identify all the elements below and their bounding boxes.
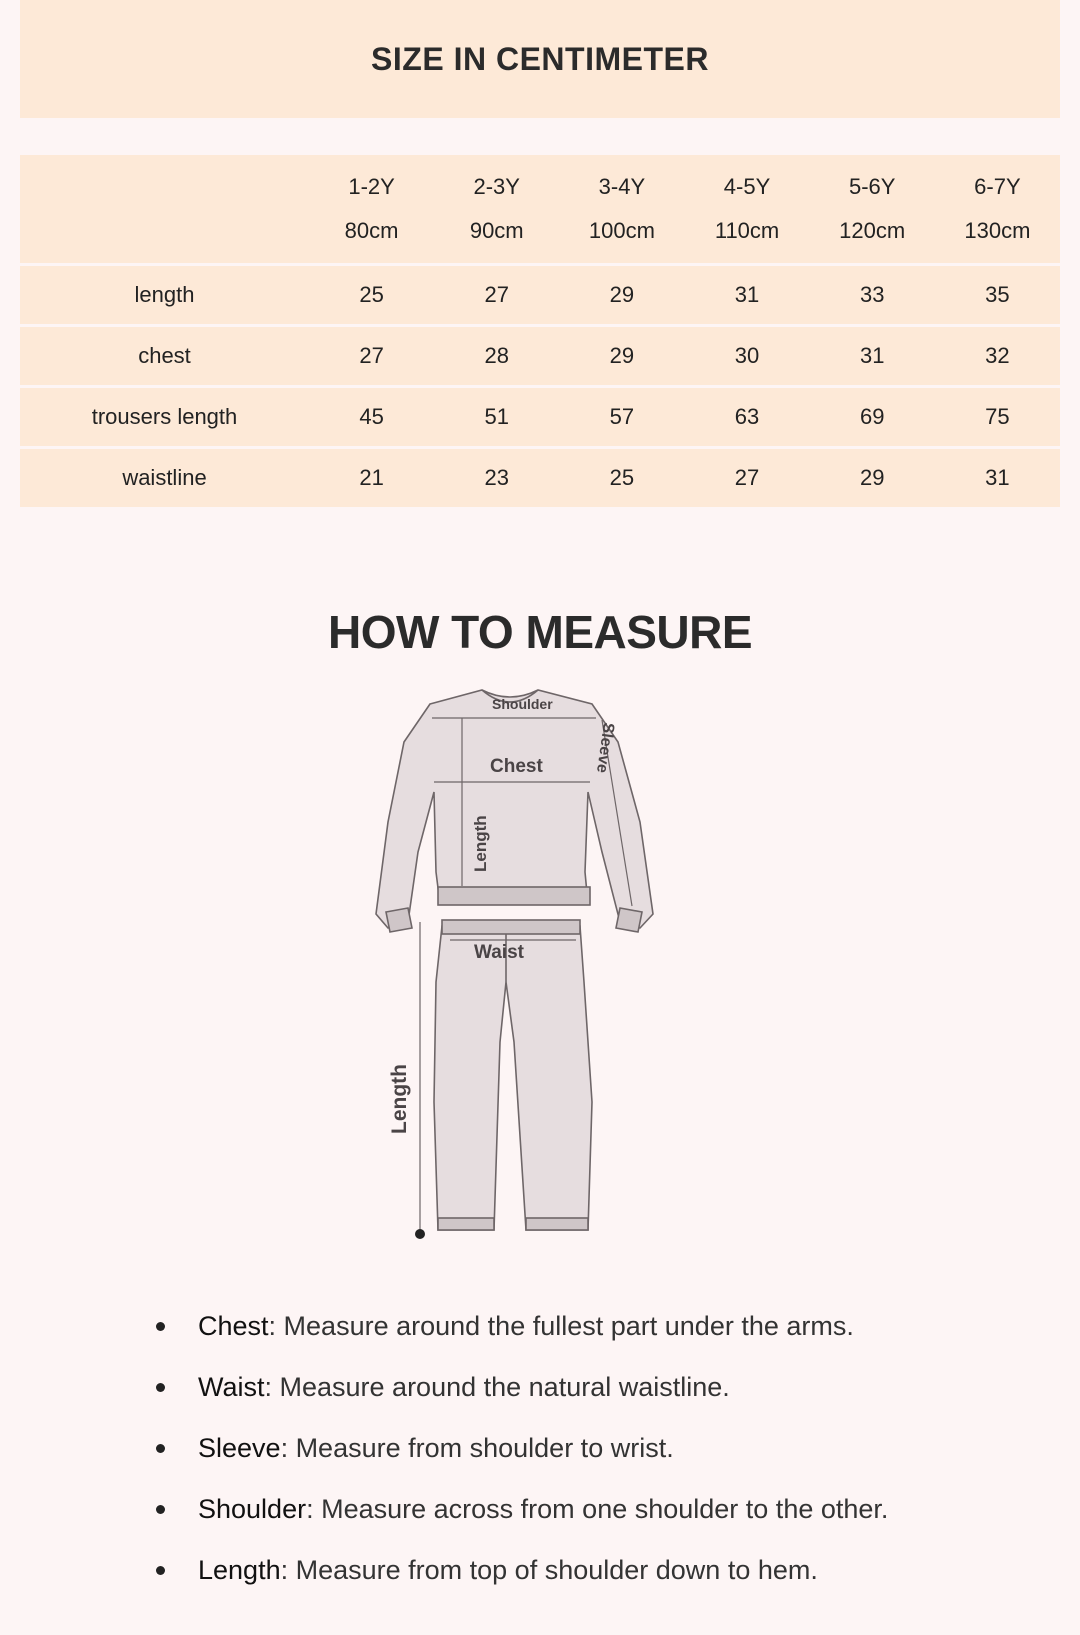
size-height: 100cm <box>588 218 655 243</box>
table-cell: 75 <box>935 388 1060 446</box>
bullet-icon <box>156 1444 165 1453</box>
bullet-icon <box>156 1383 165 1392</box>
bullet-icon <box>156 1566 165 1575</box>
table-cell: 57 <box>559 388 684 446</box>
size-height: 130cm <box>964 218 1031 243</box>
instruction-term: Waist <box>198 1372 265 1402</box>
header-empty-cell <box>20 155 309 263</box>
shoulder-label: Shoulder <box>492 696 553 712</box>
table-row <box>20 449 1060 507</box>
list-item <box>150 1491 1050 1552</box>
table-cell: 30 <box>684 327 809 385</box>
table-cell: 25 <box>309 266 434 324</box>
size-age: 4-5Y <box>723 174 771 199</box>
table-cell: 69 <box>810 388 935 446</box>
left-cuff <box>386 908 412 932</box>
size-age: 3-4Y <box>598 174 646 199</box>
size-age: 1-2Y <box>348 174 395 199</box>
list-item <box>150 1308 1050 1369</box>
chest-label: Chest <box>490 756 543 777</box>
instruction-term: Sleeve <box>198 1433 281 1463</box>
instruction-text: : Measure from shoulder to wrist. <box>280 1433 674 1463</box>
waist-label: Waist <box>474 942 524 963</box>
instruction-text: : Measure across from one shoulder to the other. <box>306 1494 889 1524</box>
table-row <box>20 327 1060 385</box>
table-cell: 51 <box>434 388 559 446</box>
table-row <box>20 388 1060 446</box>
table-cell: 29 <box>559 266 684 324</box>
row-label: waistline <box>20 449 309 507</box>
table-cell: 21 <box>309 449 434 507</box>
size-age: 2-3Y <box>473 174 520 199</box>
instruction-term: Chest <box>198 1311 269 1341</box>
table-cell: 29 <box>559 327 684 385</box>
table-cell: 25 <box>559 449 684 507</box>
table-cell: 33 <box>810 266 935 324</box>
table-cell: 45 <box>309 388 434 446</box>
list-item <box>150 1552 1050 1613</box>
bullet-icon <box>156 1322 165 1331</box>
how-to-measure-title: HOW TO MEASURE <box>327 606 753 658</box>
size-height: 90cm <box>469 218 524 243</box>
size-height: 80cm <box>344 218 399 243</box>
header-cell <box>309 155 434 263</box>
right-ankle-band <box>526 1218 588 1230</box>
size-age: 5-6Y <box>848 174 896 199</box>
bullet-icon <box>156 1505 165 1514</box>
trousers-body <box>434 926 592 1230</box>
size-age: 6-7Y <box>974 174 1021 199</box>
table-cell: 63 <box>684 388 809 446</box>
row-label: length <box>20 266 309 324</box>
table-cell: 23 <box>434 449 559 507</box>
size-height: 110cm <box>714 218 780 243</box>
trousers-waistband <box>442 920 580 934</box>
header-cell <box>935 155 1060 263</box>
table-cell: 29 <box>810 449 935 507</box>
table-row <box>20 266 1060 324</box>
trousers-illustration <box>434 920 592 1230</box>
row-label: trousers length <box>20 388 309 446</box>
header-cell <box>810 155 935 263</box>
header-cell <box>684 155 809 263</box>
table-cell: 35 <box>935 266 1060 324</box>
title-banner <box>20 0 1060 118</box>
row-label: chest <box>20 327 309 385</box>
left-ankle-band <box>438 1218 494 1230</box>
table-cell: 27 <box>309 327 434 385</box>
trousers-length-end-dot <box>415 1229 425 1239</box>
table-cell: 31 <box>810 327 935 385</box>
instruction-text: : Measure around the natural waistline. <box>264 1372 730 1402</box>
size-height: 120cm <box>839 218 906 243</box>
measurement-instructions <box>150 1308 1050 1613</box>
garment-measurement-diagram <box>370 682 690 1287</box>
sweatshirt-hem-band <box>438 887 590 905</box>
table-cell: 31 <box>684 266 809 324</box>
size-chart-table <box>20 152 1060 510</box>
table-cell: 28 <box>434 327 559 385</box>
page-title: SIZE IN CENTIMETER <box>371 40 709 77</box>
table-cell: 31 <box>935 449 1060 507</box>
instruction-term: Shoulder <box>198 1494 307 1524</box>
header-cell <box>559 155 684 263</box>
table-cell: 32 <box>935 327 1060 385</box>
list-item <box>150 1430 1050 1491</box>
sleeve-label: Sleeve <box>592 721 617 775</box>
instruction-text: : Measure from top of shoulder down to hem. <box>280 1555 818 1585</box>
table-cell: 27 <box>684 449 809 507</box>
list-item <box>150 1369 1050 1430</box>
instruction-text: : Measure around the fullest part under the arms. <box>268 1311 854 1341</box>
table-header-row <box>20 155 1060 263</box>
top-length-label: Length <box>471 815 490 872</box>
trousers-length-label: Length <box>388 1064 411 1134</box>
table-cell: 27 <box>434 266 559 324</box>
right-cuff <box>616 908 642 932</box>
header-cell <box>434 155 559 263</box>
instruction-term: Length <box>198 1555 281 1585</box>
